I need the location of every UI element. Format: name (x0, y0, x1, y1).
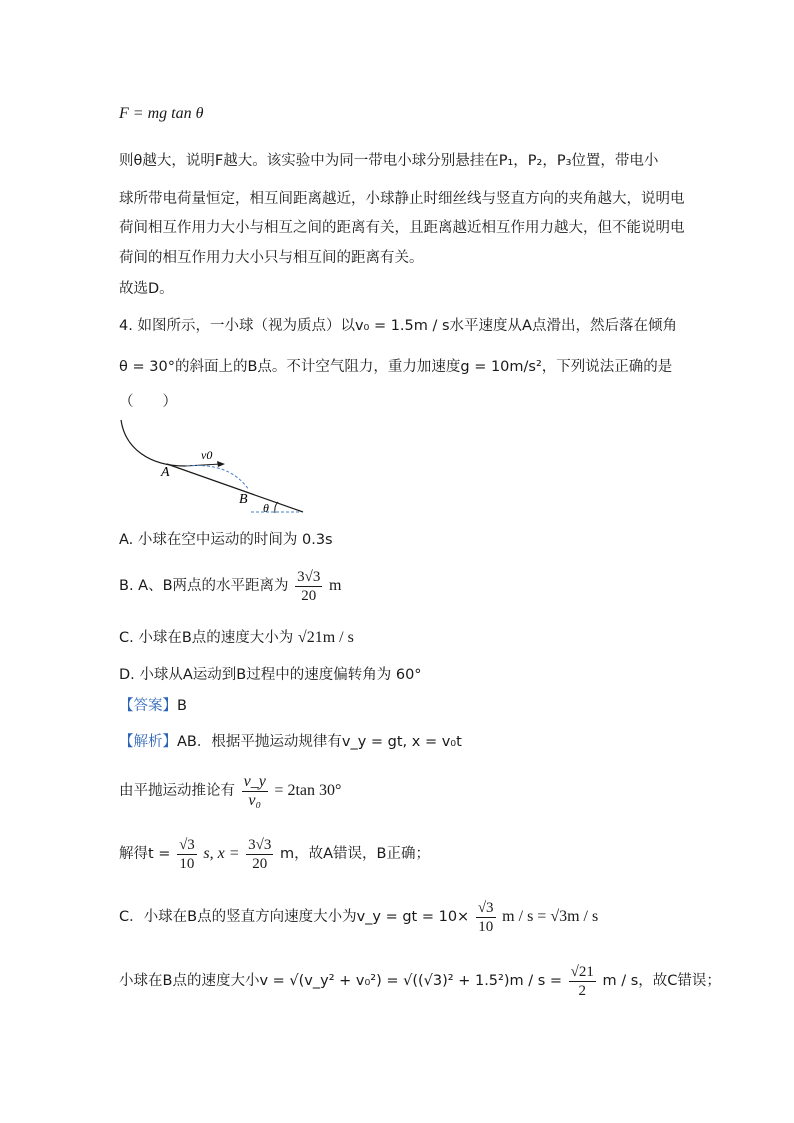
fraction: $\frac{√3}{10}$ (179, 836, 195, 872)
formula-text: F = mg tan θ (119, 105, 204, 122)
fraction: $\frac{3√3}{20}$ (248, 836, 272, 872)
option-b (119, 567, 341, 605)
answer-blank: （ ） (119, 394, 177, 410)
paragraph-line: 荷间相互作用力大小与相互之间的距离有关，且距离越近相互作用力越大，但不能说明电 (119, 220, 685, 236)
solution-tag: 【解析】 (119, 734, 177, 750)
option-c: C. 小球在B点的速度大小为 √21m / s (119, 629, 354, 646)
label-b: B (239, 492, 248, 507)
option-b-prefix: B. (119, 578, 134, 594)
unit: m (329, 577, 342, 594)
solution-line-2: 由平抛运动推论有 $\frac{v\_y}{\text{v₀}}$ = 2tan 30° (119, 772, 342, 809)
option-d: D. 小球从A运动到B过程中的速度偏转角为 60° (119, 667, 422, 683)
paragraph-line: 球所带电荷量恒定，相互间距离越近，小球静止时细丝线与竖直方向的夹角越大，说明电 (119, 191, 685, 207)
option-a: A. 小球在空中运动的时间为 0.3s (119, 532, 333, 548)
answer-line (119, 696, 187, 716)
solution-line-4: C．小球在B点的竖直方向速度大小为v_y = gt = 10× $\frac{√3}{10}$ m / s = √3m / s (119, 899, 599, 935)
angle-arc (275, 502, 278, 513)
projectile-figure (115, 418, 315, 522)
paragraph-line: 荷间的相互作用力大小只与相互间的距离有关。 (119, 250, 424, 266)
fraction: $\frac{v\_y}{\text{v₀}}$ (243, 772, 266, 809)
solution-line-5: 小球在B点的速度大小v = √(v_y² + v₀²) = √((√3)² + 1.5²)m / s = $\frac{√21}{2}$ m / s，故C错误； (119, 963, 721, 999)
fraction: $\frac{3√3}{20}$ (297, 568, 321, 604)
fraction: $\frac{√21}{2}$ (570, 963, 594, 999)
fraction: $\frac{√3}{10}$ (477, 899, 494, 935)
answer-value: B (177, 698, 187, 714)
solution-line-3: 解得t = $\frac{√3}{10}$ s, x = $\frac{3√3}{20}$ m，故A错误，B正确； (119, 836, 430, 872)
paragraph-line: 则θ越大，说明F越大。该实验中为同一带电小球分别悬挂在P₁，P₂，P₃位置，带电小 (119, 153, 659, 169)
question-stem: 4. 如图所示，一小球（视为质点）以v₀ = 1.5m / s水平速度从A点滑出，然后落在倾角 (119, 318, 677, 334)
trajectory-dashed (187, 466, 249, 491)
conclusion-line: 故选D。 (119, 281, 174, 297)
label-a: A (161, 465, 170, 480)
solution-line-1: 【解析】AB．根据平抛运动规律有v_y = gt, x = v₀t (119, 734, 462, 750)
label-theta: θ (263, 501, 269, 515)
label-v0: v0 (201, 448, 213, 462)
incline-line (167, 464, 303, 512)
question-stem: θ = 30°的斜面上的B点。不计空气阻力，重力加速度g = 10m/s²，下列说法正确的是 (119, 359, 673, 375)
line-formula-f (119, 104, 203, 124)
arrow-head (217, 461, 225, 467)
track-curve (121, 420, 185, 466)
answer-tag: 【答案】 (119, 698, 177, 714)
option-b-text: A、B两点的水平距离为 (138, 578, 289, 594)
